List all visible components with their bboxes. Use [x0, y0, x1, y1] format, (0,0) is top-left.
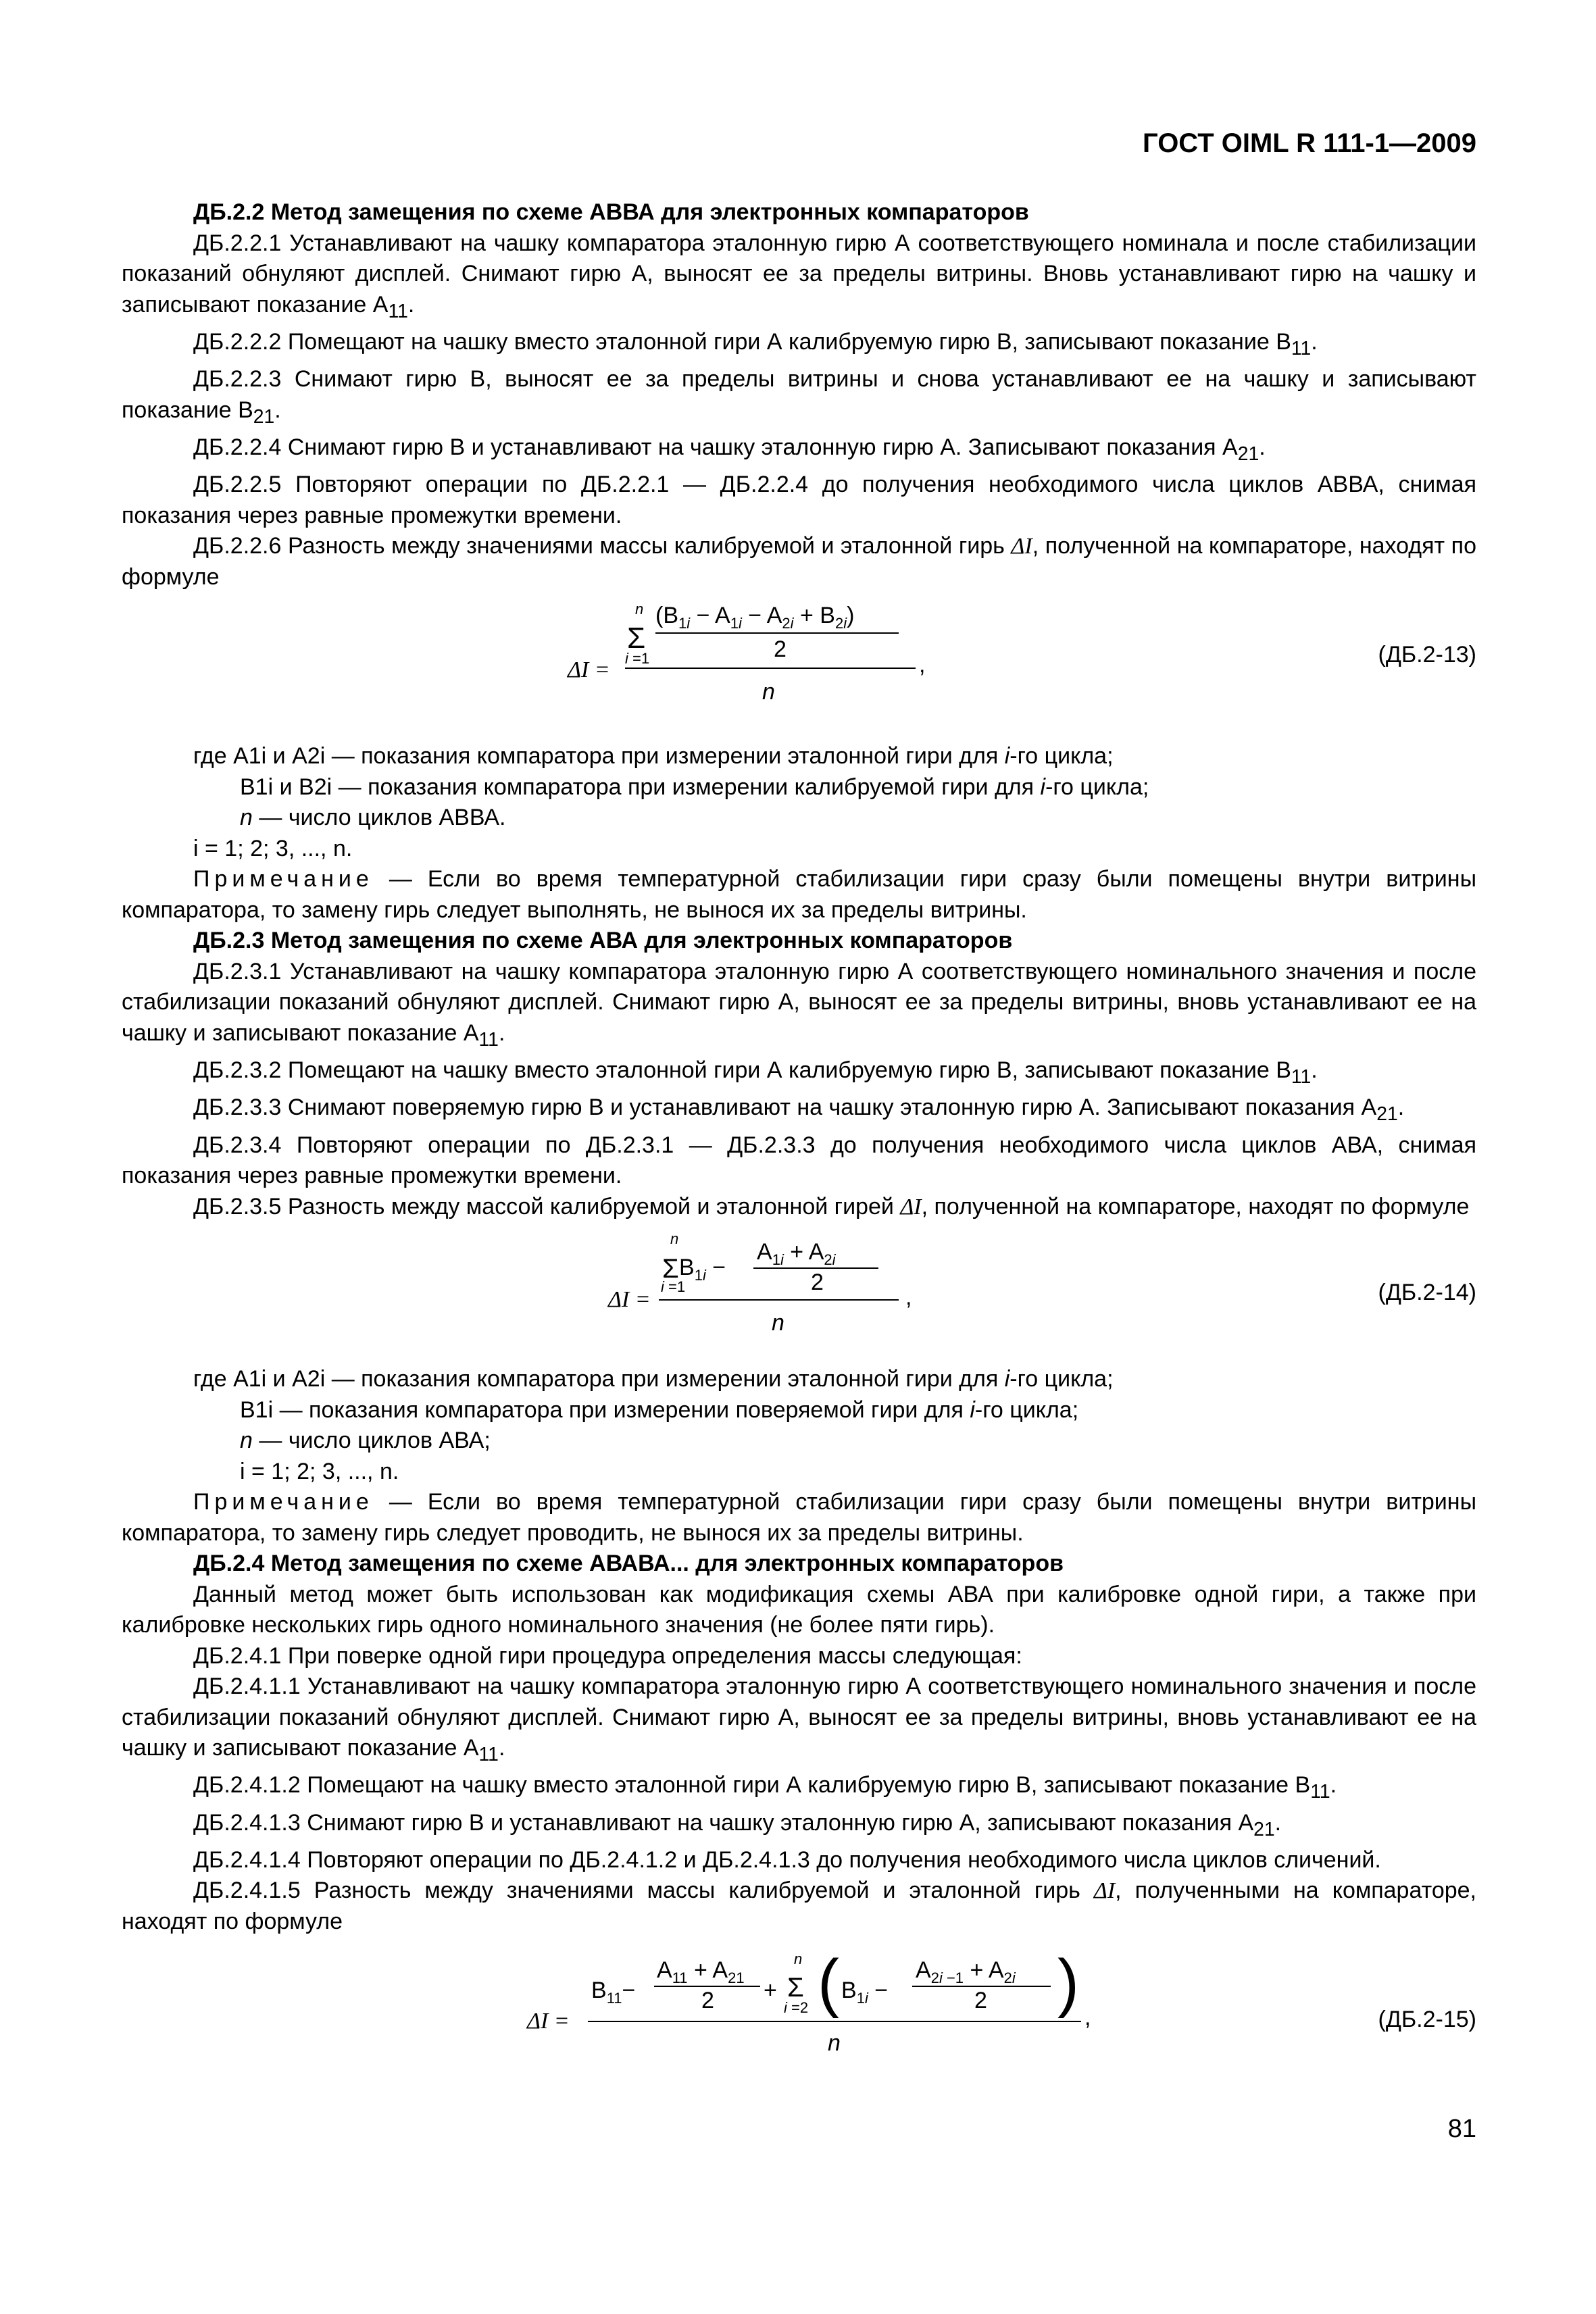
svg-text:A2i −1 + A2i: $A_{2i -1} + A_{2i}$	[916, 1957, 1016, 1987]
svg-text:A1i + A2i: $A_{1i} + A_{2i}$	[757, 1239, 836, 1269]
svg-text:ΔI =: ΔI =	[568, 657, 610, 683]
svg-text:B1i −: $B_{1i}$ −	[841, 1978, 889, 2007]
svg-text:n: n	[635, 601, 644, 618]
svg-text:): )	[1057, 1946, 1079, 2019]
paragraph: Данный метод может быть использован как модификация схемы АВА при калибровке одной гири, а также при калибровке нескольких гирь одного номинального значения (не более пяти гирь).	[122, 1581, 1476, 1638]
paragraph: ДБ.2.3.1 Устанавливают на чашку компаратора эталонную гирю А соответствующего номинального значения и после стабилизации показаний обнуляют дисплей. Снимают гирю А, выносят ее за пределы витрины, вновь устанавливают ее на чашку и записывают показание $А_{11}$.	[122, 958, 1476, 1051]
svg-text:i =2: i =2	[784, 1999, 809, 2017]
where-line: n — число циклов АВА;	[240, 1428, 491, 1454]
paragraph: ДБ.2.3.5 Разность между массой калибруемой и эталонной гирей ΔI, полученной на компараторе, находят по формуле	[193, 1193, 1470, 1219]
paragraph: ДБ.2.4.1.2 Помещают на чашку вместо эталонной гири А калибруемую гирю В, записывают показание $В_{11}$.	[193, 1772, 1337, 1803]
section-heading: ДБ.2.3 Метод замещения по схеме АВА для электронных компараторов	[193, 928, 1013, 954]
paragraph: ДБ.2.4.1 При поверке одной гири процедура определения массы следующая:	[193, 1642, 1022, 1669]
svg-text:,: ,	[905, 1284, 912, 1311]
formula-number: (ДБ.2-14)	[1378, 1280, 1476, 1306]
where-line: i = 1; 2; 3, ..., n.	[240, 1458, 399, 1484]
svg-text:i =1: i =1	[661, 1278, 686, 1296]
formula-db2-13	[122, 593, 1476, 741]
svg-text:A11 + A21: $A_{11} + A_{21}$	[657, 1957, 745, 1987]
section-heading: ДБ.2.4 Метод замещения по схеме АВАВА... для электронных компараторов	[193, 1551, 1064, 1577]
paragraph: ДБ.2.3.4 Повторяют операции по ДБ.2.3.1 — ДБ.2.3.3 до получения необходимого числа циклов АВА, снимая показания через равные промежутки времени.	[122, 1132, 1476, 1189]
svg-text:n: n	[772, 1310, 784, 1336]
formula-db2-15	[122, 1937, 1476, 2072]
svg-text:n: n	[670, 1230, 679, 1248]
page-number: 81	[1447, 2115, 1476, 2143]
svg-text:,: ,	[919, 652, 926, 678]
svg-text:2: 2	[811, 1269, 824, 1296]
svg-text:+: +	[764, 1978, 777, 2004]
formula-graphic	[122, 593, 1135, 741]
paragraph: ДБ.2.3.3 Снимают поверяемую гирю В и устанавливают на чашку эталонную гирю А. Записывают показания $А_{21}$.	[193, 1095, 1405, 1126]
svg-text:n: n	[828, 2030, 841, 2057]
where-line: B1i — показания компаратора при измерении поверяемой гири для i-го цикла;	[240, 1397, 1079, 1423]
paragraph: ДБ.2.4.1.1 Устанавливают на чашку компаратора эталонную гирю А соответствующего номинального значения и после стабилизации показаний обнуляют дисплей. Снимают гирю А, выносят ее за пределы витрины, вновь устанавливают ее на чашку и записывают показание $А_{11}$.	[122, 1674, 1476, 1765]
svg-text:(B1i − A1i − A2i + B2i): $(B_{1i} - A_{1i} - A_{2i} + B_{2i})$	[655, 603, 855, 632]
svg-text:2: 2	[974, 1988, 987, 2014]
where-line: B1i и B2i — показания компаратора при измерении калибруемой гири для i-го цикла;	[240, 774, 1149, 800]
standard-designation: ГОСТ OIML R 111-1—2009	[1143, 128, 1476, 158]
formula-db2-14	[122, 1222, 1476, 1364]
section-heading: ДБ.2.2 Метод замещения по схеме АВВА для электронных компараторов	[193, 199, 1029, 225]
where-line: n — число циклов АВВА.	[240, 805, 506, 831]
svg-text:(: (	[818, 1946, 839, 2019]
svg-text:ΔI =: ΔI =	[608, 1287, 651, 1313]
svg-text:Σ: Σ	[662, 1254, 679, 1284]
svg-text:n: n	[762, 679, 775, 705]
svg-text:B11−: $B_{11}-$	[591, 1978, 636, 2007]
svg-text:ΔI =: ΔI =	[527, 2009, 570, 2034]
paragraph: ДБ.2.2.4 Снимают гирю В и устанавливают на чашку эталонную гирю А. Записывают показания $А_{21}$.	[193, 434, 1266, 465]
paragraph: ДБ.2.2.2 Помещают на чашку вместо эталонной гири А калибруемую гирю В, записывают показание $В_{11}$.	[193, 328, 1318, 359]
where-line: где A1i и A2i — показания компаратора при измерении эталонной гири для i-го цикла;	[193, 743, 1114, 770]
paragraph: ДБ.2.2.3 Снимают гирю В, выносят ее за пределы витрины и снова устанавливают ее на чашку и записывают показание $В_{21}$.	[122, 366, 1476, 428]
svg-text:2: 2	[701, 1988, 714, 2014]
svg-text:Σ: Σ	[787, 1973, 804, 2003]
svg-text:B1i −: $B_{1i}$ −	[679, 1255, 726, 1284]
where-line: i = 1; 2; 3, ..., n.	[193, 835, 353, 861]
paragraph: ДБ.2.4.1.3 Снимают гирю В и устанавливают на чашку эталонную гирю А, записывают показания $А_{21}$.	[193, 1809, 1282, 1840]
paragraph: ДБ.2.4.1.5 Разность между значениями массы калибруемой и эталонной гирь ΔI, полученными на компараторе, находят по формуле	[122, 1878, 1476, 1934]
formula-number: (ДБ.2-13)	[1378, 642, 1476, 668]
paragraph: ДБ.2.2.5 Повторяют операции по ДБ.2.2.1 — ДБ.2.2.4 до получения необходимого числа циклов АВВА, снимая показания через равные промежутки времени.	[122, 472, 1476, 528]
where-line: где A1i и A2i — показания компаратора при измерении эталонной гири для i-го цикла;	[193, 1366, 1114, 1392]
paragraph: ДБ.2.2.1 Устанавливают на чашку компаратора эталонную гирю А соответствующего номинала и после стабилизации показаний обнуляют дисплей. Снимают гирю А, выносят ее за пределы витрины. Вновь устанавливают гирю на чашку и записывают показание $А_{11}$.	[122, 230, 1476, 322]
paragraph: ДБ.2.4.1.4 Повторяют операции по ДБ.2.4.1.2 и ДБ.2.4.1.3 до получения необходимого числа циклов сличений.	[193, 1846, 1381, 1873]
svg-text:i =1: i =1	[625, 650, 650, 668]
svg-text:2: 2	[774, 636, 787, 663]
formula-number: (ДБ.2-15)	[1378, 2007, 1476, 2033]
note: Примечание — Если во время температурной стабилизации гири сразу были помещены внутри витрины компаратора, то замену гирь следует проводить, не вынося их за пределы витрины.	[122, 1489, 1476, 1546]
note: Примечание — Если во время температурной стабилизации гири сразу были помещены внутри витрины компаратора, то замену гирь следует выполнять, не вынося их за пределы витрины.	[122, 866, 1476, 923]
paragraph: ДБ.2.3.2 Помещают на чашку вместо эталонной гири А калибруемую гирю В, записывают показание $В_{11}$.	[193, 1057, 1318, 1088]
document-body	[122, 197, 1476, 2072]
paragraph: ДБ.2.2.6 Разность между значениями массы калибруемой и эталонной гирь ΔI, полученной на компараторе, находят по формуле	[122, 533, 1476, 590]
formula-graphic	[122, 1222, 1135, 1364]
svg-text:Σ: Σ	[627, 622, 646, 655]
svg-text:,: ,	[1084, 2005, 1091, 2031]
svg-text:n: n	[794, 1951, 803, 1968]
formula-graphic	[122, 1937, 1135, 2072]
